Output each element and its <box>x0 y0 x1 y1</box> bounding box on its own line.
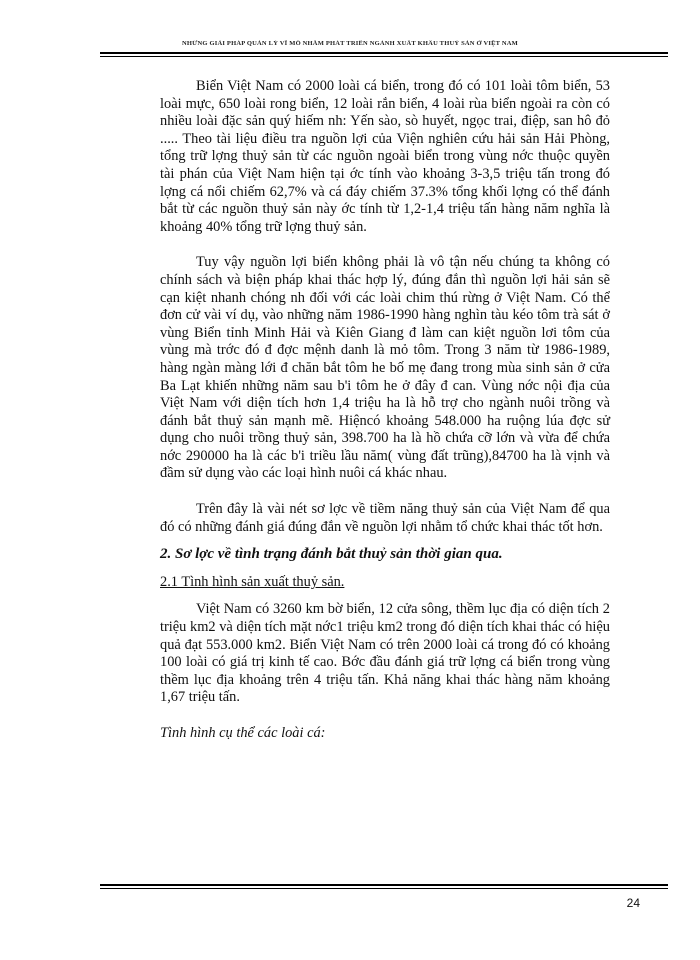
paragraph-species: Biển Việt Nam có 2000 loài cá biển, trong đó có 101 loài tôm biển, 53 loài mực, 650 loài rong biển, 12 loài rắn biển, 4 loài rùa biển ngoài ra còn có nhiều loài đặc sản quý hiếm nh: Yến sào, sò huyết, ngọc trai, điệp, san hô đỏ ..... Theo tài liệu điều tra nguồn lợi của Viện nghiên cứu hải sản Hải Phòng, tổng trữ lợng thuỷ sản từ các nguồn ngoài biển trong vùng nớc thuộc quyền tài phán của Việt Nam hiện tại ớc tính vào khoảng 3-3,5 triệu tấn trong đó lợng cá nổi chiếm 62,7% và cá đáy chiếm 37.3% tổng khối lợng có thể đánh bắt từ các nguồn thuỷ sản này ớc tính từ 1,2-1,4 triệu tấn hàng năm nghĩa là khoảng 40% tổng trữ lợng thuỷ sản. <box>160 78 610 235</box>
paragraph-fish-status: Tình hình cụ thể các loài cá: <box>160 725 326 741</box>
header-rule-thin <box>100 56 668 57</box>
paragraph-resources: Tuy vậy nguồn lợi biển không phải là vô tận nếu chúng ta không có chính sách và biện pháp khai thác hợp lý, đúng đắn thì nguồn lợi hải sản sẽ cạn kiệt nhanh chóng nh đối với các loài chim thú rừng ở Việt Nam. Có thể đơn cử vài ví dụ, vào những năm 1986-1990 hàng nghìn tàu kéo tôm trà sát ở vùng Biển tỉnh Minh Hải và Kiên Giang đ làm can kiệt nguồn lơi tôm của vùng mà trớc đó đ đợc mệnh danh là mỏ tôm. Trong 3 năm từ 1986-1989, hàng ngàn màng lới đ chăn bắt tôm he bố mẹ đang trong mùa sinh sản ở cửa Ba Lạt khiến những năm sau b'i tôm he ở đây đ can. Vùng nớc nội địa của Việt Nam với diện tích hơn 1,4 triệu ha là hỗ trợ cho ngành nuôi trồng và đánh bắt thuỷ sản mạnh mẽ. Hiệncó khoảng 548.000 ha ruộng lúa đợc sử dụng cho nuôi trồng thuỷ sản, 398.700 ha là hồ chứa cỡ lớn và vừa để chứa nớc 290000 ha là các b'i triều lầu năm( vùng đất trũng),84700 ha là vịnh và đầm sử dụng vào các loại hình nuôi cá khác nhau. <box>160 254 610 482</box>
footer-rule <box>100 884 668 886</box>
subsection-heading: 2.1 Tình hình sản xuất thuỷ sản. <box>160 573 345 590</box>
page-body <box>160 78 610 743</box>
paragraph-coastline: Việt Nam có 3260 km bờ biển, 12 cửa sông, thềm lục địa có diện tích 2 triệu km2 và diện tích mặt nớc1 triệu km2 trong đó diện tích khai thác có hiệu quả đạt 553.000 km2. Biển Việt Nam có trên 2000 loài cá trong đó có khoảng 100 loài có giá trị kinh tế cao. Bớc đầu đánh giá trữ lợng cá biển trong vùng thềm lục địa khoảng trên 4 triệu tấn. Khả năng khai thác hàng năm khoảng 1,67 triệu tấn. <box>160 601 610 706</box>
running-header: NHỮNG GIẢI PHÁP QUẢN LÝ VĨ MÔ NHẰM PHÁT TRIỂN NGÀNH XUẤT KHẨU THUỶ SẢN Ở VIỆT NAM <box>182 40 518 47</box>
section-heading: 2. Sơ lợc về tình trạng đánh bắt thuỷ sản thời gian qua. <box>160 546 503 563</box>
footer-rule-thin <box>100 888 668 889</box>
paragraph-summary: Trên đây là vài nét sơ lợc về tiềm năng thuỷ sản của Việt Nam để qua đó có những đánh giá đúng đắn về nguồn lợi nhằm tổ chức khai thác tốt hơn. <box>160 501 610 535</box>
page-number: 24 <box>626 896 640 910</box>
header-rule <box>100 52 668 54</box>
